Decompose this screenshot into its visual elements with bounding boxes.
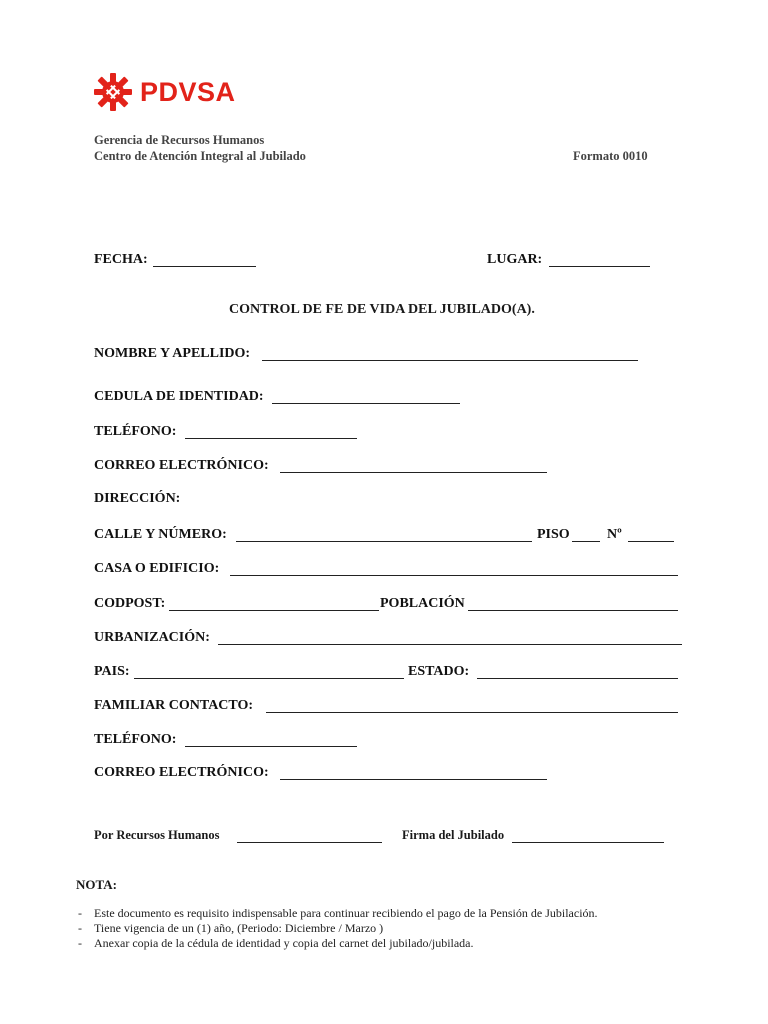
numero-field[interactable] <box>628 541 674 542</box>
urbanizacion-field[interactable] <box>218 644 682 645</box>
nota-item: Este documento es requisito indispensable para continuar recibiendo el pago de la Pensión de Jubilación. <box>94 906 598 920</box>
jubilado-signature-label: Firma del Jubilado <box>402 828 505 842</box>
nota-bullet: - <box>78 906 82 920</box>
nota-bullet: - <box>78 921 82 935</box>
telefono2-field[interactable] <box>185 746 357 747</box>
casa-label: CASA O EDIFICIO: <box>94 561 220 576</box>
nota-bullet: - <box>78 936 82 950</box>
poblacion-field[interactable] <box>468 610 678 611</box>
calle-field[interactable] <box>236 541 532 542</box>
nota-heading: NOTA: <box>76 877 117 892</box>
casa-field[interactable] <box>230 575 678 576</box>
correo-label: CORREO ELECTRÓNICO: <box>94 458 269 473</box>
nota-item: Anexar copia de la cédula de identidad y copia del carnet del jubilado/jubilada. <box>94 936 474 950</box>
form-title: CONTROL DE FE DE VIDA DEL JUBILADO(A). <box>229 302 535 317</box>
telefono2-label: TELÉFONO: <box>94 732 177 747</box>
telefono-field[interactable] <box>185 438 357 439</box>
codpost-field[interactable] <box>169 610 379 611</box>
lugar-field[interactable] <box>549 266 650 267</box>
header-center: Centro de Atención Integral al Jubilado <box>94 149 306 163</box>
pdvsa-logo <box>93 72 236 112</box>
rrhh-signature-label: Por Recursos Humanos <box>94 828 220 842</box>
calle-label: CALLE Y NÚMERO: <box>94 527 227 542</box>
codpost-label: CODPOST: <box>94 596 166 611</box>
piso-label: PISO <box>537 527 570 542</box>
pais-label: PAIS: <box>94 664 130 679</box>
logo-text: PDVSA <box>140 76 236 107</box>
fecha-label: FECHA: <box>94 252 148 267</box>
fecha-field[interactable] <box>153 266 256 267</box>
cedula-label: CEDULA DE IDENTIDAD: <box>94 389 264 404</box>
nota-item: Tiene vigencia de un (1) año, (Periodo: Diciembre / Marzo ) <box>94 921 384 935</box>
header-department: Gerencia de Recursos Humanos <box>94 133 265 147</box>
estado-label: ESTADO: <box>408 664 470 679</box>
rrhh-signature-field[interactable] <box>237 842 382 843</box>
nombre-field[interactable] <box>262 360 638 361</box>
correo-field[interactable] <box>280 472 547 473</box>
correo2-field[interactable] <box>280 779 547 780</box>
numero-label: Nº <box>607 527 622 542</box>
piso-field[interactable] <box>572 541 600 542</box>
correo2-label: CORREO ELECTRÓNICO: <box>94 765 269 780</box>
nombre-label: NOMBRE Y APELLIDO: <box>94 346 251 361</box>
familiar-field[interactable] <box>266 712 678 713</box>
familiar-label: FAMILIAR CONTACTO: <box>94 698 254 713</box>
cedula-field[interactable] <box>272 403 460 404</box>
urbanizacion-label: URBANIZACIÓN: <box>94 630 210 645</box>
poblacion-label: POBLACIÓN <box>380 596 465 611</box>
lugar-label: LUGAR: <box>487 252 543 267</box>
telefono-label: TELÉFONO: <box>94 424 177 439</box>
jubilado-signature-field[interactable] <box>512 842 664 843</box>
pais-field[interactable] <box>134 678 404 679</box>
format-number: Formato 0010 <box>573 149 648 163</box>
pdvsa-sun-icon <box>93 72 133 112</box>
estado-field[interactable] <box>477 678 678 679</box>
direccion-label: DIRECCIÓN: <box>94 491 181 506</box>
